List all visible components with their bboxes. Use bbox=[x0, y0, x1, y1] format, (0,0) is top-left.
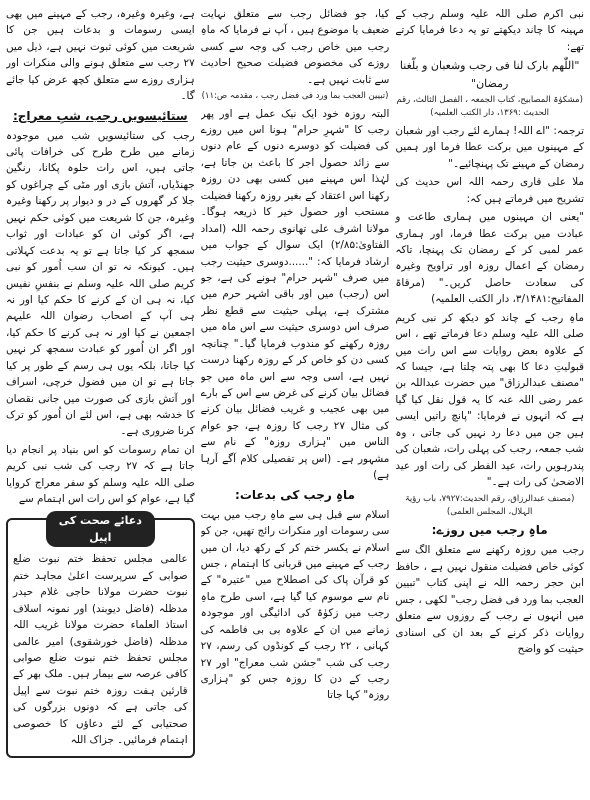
reference-citation: (مصنف عبدالرزاق، رقم الحدیث:۷۹۲۷، باب رؤیۃ الہلال، المجلس العلمی) bbox=[404, 493, 575, 517]
column-left-body bbox=[6, 6, 195, 510]
body-paragraph: رجب میں روزہ رکھنے سے متعلق الگ سے کوئی خاص فضیلت منقول نہیں ہے ، حافظ ابن حجر رحمہ اللہ نے اپنی کتاب "تبیین العجب بما ورد فی فضل رجب" لکھی ، جس میں انہوں نے رجب کے روزوں سے متعلق روایات ذکر کرنے کے بعد ان کی اسنادی حیثیت کو واضح bbox=[395, 544, 584, 655]
body-paragraph: رجب کی ستائیسویں شب میں موجودہ زمانے میں طرح طرح کی خرافات پائی جاتی ہیں، اس رات حلوہ پکانا، رنگین جھنڈیاں، آتش بازی اور مٹی کے چراغوں کو جلا کر گھروں کے در و دیوار پر رکھنا وغیرہ وغیرہ، جن کا شریعت میں کوئی حکم نہیں ہے، اگر کوئی ان کو عبادات اور ثواب سمجھ کر کیا جاتا ہے تو یہ بدعت کہلاتی ہیں۔ کیونکہ نہ تو ان سب اُمور کو نبی کریم صلی اللہ علیہ وسلم نے بنفسِ نفیس کیا، نہ ہی ان کے کرنے کا حکم کیا اور نہ ہی آپ کے اصحاب رضوان اللہ علیہم اجمعین نے کیا اور نہ ہی کرنے کا حکم کیا، اور اگر ان اُمور کو عبادت سمجھ کر نہیں کیا جاتا، بلکہ یوں ہی رسم کے طور پر کیا جاتا ہے تو ان میں فضول خرچی، اسراف اور آتش بازی کی صورت میں جانی نقصان کا خدشہ بھی ہے، اس لئے ان اُمور کو ترک کرنا ضروری ہے۔ bbox=[5, 129, 195, 438]
body-paragraph: نبی اکرم صلی اللہ علیہ وسلم رجب کے مہینہ کا چاند دیکھتے تو یہ دعا فرمایا کرتے تھے: bbox=[395, 8, 584, 53]
body-paragraph: ترجمہ: "اے اللہ! ہمارے لئے رجب اور شعبان کے مہینوں میں برکت عطا فرما اور ہمیں رمضان کے مہینے تک پہنچائیے۔" bbox=[395, 124, 584, 170]
column-right bbox=[395, 6, 584, 796]
body-paragraph: ہے، وغیرہ وغیرہ، رجب کے مہینے میں بھی ایسی رسومات و بدعات ہیں جن کا شریعت میں کوئی ثبوت نہیں ہے، ذیل میں ۲۷ رجب سے متعلق ہونے والی منکرات اور ہزاری روزے سے متعلق کچھ عرض کیا جائے گا۔ bbox=[5, 8, 195, 103]
section-heading: ماہِ رجب کی بدعات: bbox=[235, 487, 355, 502]
appeal-box-title: دعائے صحت کی اپیل bbox=[46, 511, 155, 548]
body-paragraph: ماہِ رجب کے چاند کو دیکھ کر نبی کریم صلی اللہ علیہ وسلم دعا فرماتے تھے ، اس کے علاوہ بعض روایات سے اس رات میں قبولیتِ دعا کا بھی پتہ چلتا ہے، جیسا کہ "مصنف عبدالرزاق" میں حضرت عبداللہ بن عمر رضی اللہ عنہ کا یہ قول نقل کیا گیا ہے کہ انہوں نے فرمایا: "پانچ راتیں ایسی ہیں جن میں دعا رد نہیں کی جاتی ، وہ شب جمعہ، رجب کی پہلی رات، شعبان کی پندرہویں رات، عید الفطر کی رات اور عید الاضحیٰ کی رات ہے۔" bbox=[395, 311, 584, 489]
appeal-box bbox=[6, 513, 195, 758]
reference-citation: (مشکوٰۃ المصابیح، کتاب الجمعہ ، الفصل الثالث، رقم الحدیث :۱۳۶۹، دار الکتب العلمیہ) bbox=[396, 95, 583, 119]
body-paragraph: اسلام سے قبل ہی سے ماہِ رجب میں بہت سی رسومات اور منکرات رائج تھیں، جن کو اسلام نے یکسر ختم کر کے رکھ دیا، ان میں رجب کے مہینے میں قربانی کا اہتمام ، جس کو قرآن پاک کی اصطلاح میں "عتیرہ" کے نام سے موسوم کیا گیا ہے، اسی طرح ماہِ رجب میں زکوٰۃ کی ادائیگی اور موجودہ زمانے میں ان کے علاوہ بی بی فاطمہ کی کہانی ، ۲۲ رجب کے کونڈوں کی رسم، ۲۷ رجب کی شب "جشن شب معراج" اور ۲۷ رجب کے دن کا روزہ جس کو "ہزاری روزہ" کہا جاتا bbox=[200, 508, 390, 702]
column-middle bbox=[201, 6, 390, 796]
section-heading: ستائیسویں رجب، شبِ معراج: bbox=[12, 108, 188, 123]
reference-citation: (تبیین العجب بما ورد فی فضل رجب ، مقدمہ ص:۱۱) bbox=[201, 91, 389, 102]
appeal-box-text: عالمی مجلس تحفظ ختم نبوت ضلع صوابی کے سرپرست اعلیٰ مجاہد ختم نبوت حضرت مولانا حاجی غلام حیدر مدظلہ (فاضل دیوبند) اور نمونہ اسلاف استاذ العلماء حضرت مولانا غریب اللہ مدظلہ (فاضل خورشقوی) امیر عالمی مجلس تحفظ ختم نبوت ضلع صوابی کافی عرصہ سے بیمار ہیں۔ ملک بھر کے قارئین ہفت روزہ ختم نبوت سے اپیل کی جاتی ہے کہ دونوں بزرگوں کی صحتیابی کے لئے دعاؤں کا خصوصی اہتمام فرمائیں۔ جزاک اللہ bbox=[12, 553, 188, 747]
body-paragraph: "یعنی ان مہینوں میں ہماری طاعت و عبادت میں برکت عطا فرما، اور ہماری عمر لمبی کر کے رمضان تک پہنچا، تاکہ رمضان کے اعمال روزہ اور تراویح وغیرہ کی سعادت حاصل کریں۔" (مرقاۃ المفاتیح:۳/۱۴۸۱، دار الکتب العلمیہ) bbox=[395, 211, 584, 306]
section-heading: ماہِ رجب میں روزے: bbox=[431, 523, 548, 538]
body-paragraph: کیا، جو فضائل رجب سے متعلق نہایت ضعیف یا موضوع ہیں ، آپ نے فرمایا کہ ماہِ رجب میں خاص رجب کی وجہ سے کسی روزے کی مخصوص فضیلت صحیح احادیث سے ثابت نہیں ہے۔ bbox=[200, 8, 390, 86]
body-paragraph: البتہ روزہ خود ایک نیک عمل ہے اور پھر رجب کا "شہرِ حرام" ہونا اس میں روزے کی فضیلت کو دوسرے دنوں کے عام دنوں سے زائد حصول اجر کا باعث بن جاتا ہے، لہٰذا اس مہینے میں کسی بھی دن روزہ رکھنا اس اعتقاد کے بغیر روزہ رکھنا فضیلت مستحب اور حصول خیر کا ذریعہ ہوگا۔ مولانا اشرف علی تھانوی رحمہ اللہ (امداد الفتاویٰ:۲/۸۵) ایک سوال کے جواب میں ارشاد فرمایا کہ: "......دوسری حیثیت رجب میں صرف "شہر حرام" ہونے کی ہے، جو اس (رجب) میں اور باقی اشہر حرم میں مشترک ہے، پہلی حیثیت سے قطع نظر صرف اس دوسری حیثیت سے اس ماہ میں روزہ رکھنے کو مندوب فرمایا گیا۔" چنانچہ کسی دن کو خاص کر کے روزہ رکھنا درست نہیں ہے، اسی وجہ سے اس ماہ میں جو فضائل بیان کرنے کی غرض سے اس کے بارے میں بھی عجیب و غریب فضائل بیان کرنے کی مثال ۲۷ رجب کا روزہ ہے، جو عوام الناس میں "ہزاری روزہ" کے نام سے مشہور ہے۔ (اس پر تفصیلی کلام آگے آرہا ہے) bbox=[200, 107, 390, 482]
body-paragraph: ملا علی قاری رحمہ اللہ اس حدیث کی تشریح میں فرماتے ہیں کہ: bbox=[395, 176, 584, 205]
column-left bbox=[6, 6, 195, 796]
body-paragraph: ان تمام رسومات کو اس بنیاد پر انجام دیا جاتا ہے کہ ۲۷ رجب کی شب نبی کریم صلی اللہ علیہ وسلم کو سفر معراج کروایا گیا ہے، عوام کو اس رات اس اہتمام سے bbox=[5, 443, 195, 506]
arabic-dua: "اللّٰھم بارک لنا فی رجب وشعبان و بلّغنا رمضان" bbox=[399, 59, 580, 90]
